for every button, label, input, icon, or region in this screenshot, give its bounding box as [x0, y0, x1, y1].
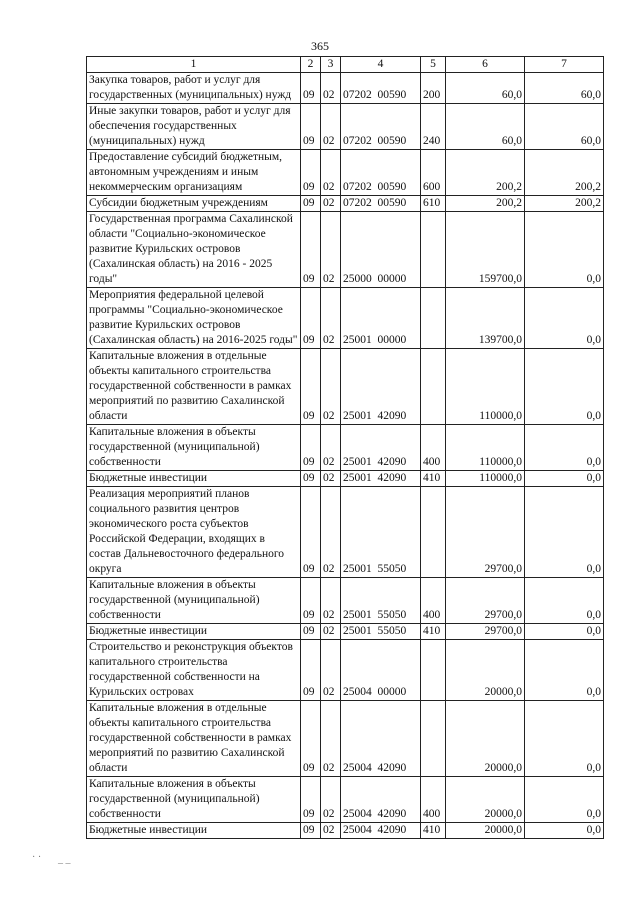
row-amount-col6-cell: 20000,0 — [446, 823, 525, 839]
row-amount-col6-cell: 139700,0 — [446, 288, 525, 349]
header-cell-5: 5 — [421, 57, 446, 73]
row-expense-type-cell — [421, 640, 446, 701]
row-amount-col7-cell: 0,0 — [525, 578, 604, 624]
row-amount-col7-cell: 200,2 — [525, 150, 604, 196]
row-subsection-cell: 02 — [321, 425, 341, 471]
page-number: 365 — [311, 39, 329, 53]
row-section-cell: 09 — [301, 104, 321, 150]
scan-mark: · · — [32, 852, 42, 863]
row-amount-col6-cell: 29700,0 — [446, 624, 525, 640]
row-expense-type-cell — [421, 288, 446, 349]
row-target-article-cell: 07202 00590 — [341, 104, 421, 150]
row-amount-col6-cell: 60,0 — [446, 73, 525, 104]
row-expense-type-cell: 400 — [421, 425, 446, 471]
row-target-article-cell: 07202 00590 — [341, 196, 421, 212]
row-expense-type-cell — [421, 212, 446, 288]
row-amount-col6-cell: 60,0 — [446, 104, 525, 150]
row-expense-type-cell — [421, 349, 446, 425]
row-subsection-cell: 02 — [321, 624, 341, 640]
row-section-cell: 09 — [301, 288, 321, 349]
row-amount-col6-cell: 200,2 — [446, 150, 525, 196]
row-section-cell: 09 — [301, 823, 321, 839]
table-row — [87, 212, 604, 288]
row-target-article-cell: 25001 55050 — [341, 578, 421, 624]
header-cell-3: 3 — [321, 57, 341, 73]
row-expense-type-cell: 240 — [421, 104, 446, 150]
header-cell-6: 6 — [446, 57, 525, 73]
row-amount-col6-cell: 110000,0 — [446, 471, 525, 487]
header-cell-1: 1 — [87, 57, 301, 73]
row-section-cell: 09 — [301, 349, 321, 425]
row-amount-col7-cell: 60,0 — [525, 73, 604, 104]
table-row — [87, 150, 604, 196]
row-subsection-cell: 02 — [321, 212, 341, 288]
row-name-cell: Капитальные вложения в отдельные объекты капитального строительства государственной собственности в рамках мероприятий по развитию Сахалинской области — [87, 349, 301, 425]
row-target-article-cell: 25001 55050 — [341, 487, 421, 578]
row-section-cell: 09 — [301, 150, 321, 196]
row-target-article-cell: 25000 00000 — [341, 212, 421, 288]
table-row — [87, 73, 604, 104]
scan-mark: – – — [58, 858, 71, 869]
row-amount-col6-cell: 110000,0 — [446, 425, 525, 471]
row-amount-col6-cell: 29700,0 — [446, 487, 525, 578]
row-target-article-cell: 25004 42090 — [341, 777, 421, 823]
row-amount-col7-cell: 0,0 — [525, 624, 604, 640]
row-target-article-cell: 25001 42090 — [341, 349, 421, 425]
row-subsection-cell: 02 — [321, 640, 341, 701]
row-section-cell: 09 — [301, 701, 321, 777]
row-subsection-cell: 02 — [321, 196, 341, 212]
row-amount-col6-cell: 200,2 — [446, 196, 525, 212]
row-amount-col7-cell: 0,0 — [525, 777, 604, 823]
row-name-cell: Капитальные вложения в объекты государственной (муниципальной) собственности — [87, 777, 301, 823]
row-section-cell: 09 — [301, 73, 321, 104]
row-section-cell: 09 — [301, 487, 321, 578]
table-row — [87, 640, 604, 701]
row-amount-col7-cell: 60,0 — [525, 104, 604, 150]
row-amount-col6-cell: 20000,0 — [446, 701, 525, 777]
row-section-cell: 09 — [301, 425, 321, 471]
table-row — [87, 196, 604, 212]
row-section-cell: 09 — [301, 777, 321, 823]
row-expense-type-cell: 600 — [421, 150, 446, 196]
row-expense-type-cell: 410 — [421, 624, 446, 640]
row-subsection-cell: 02 — [321, 487, 341, 578]
row-name-cell: Иные закупки товаров, работ и услуг для обеспечения государственных (муниципальных) нужд — [87, 104, 301, 150]
header-cell-4: 4 — [341, 57, 421, 73]
row-subsection-cell: 02 — [321, 777, 341, 823]
row-section-cell: 09 — [301, 578, 321, 624]
table-row — [87, 701, 604, 777]
row-name-cell: Субсидии бюджетным учреждениям — [87, 196, 301, 212]
table-row — [87, 288, 604, 349]
row-name-cell: Предоставление субсидий бюджетным, автономным учреждениям и иным некоммерческим организациям — [87, 150, 301, 196]
row-subsection-cell: 02 — [321, 823, 341, 839]
row-name-cell: Капитальные вложения в объекты государственной (муниципальной) собственности — [87, 425, 301, 471]
table-row — [87, 104, 604, 150]
row-amount-col7-cell: 0,0 — [525, 425, 604, 471]
row-name-cell: Строительство и реконструкция объектов капитального строительства государственной собственности на Курильских островах — [87, 640, 301, 701]
budget-table — [86, 56, 604, 839]
row-subsection-cell: 02 — [321, 150, 341, 196]
row-target-article-cell: 25004 42090 — [341, 701, 421, 777]
row-amount-col7-cell: 0,0 — [525, 212, 604, 288]
table-row — [87, 471, 604, 487]
row-section-cell: 09 — [301, 196, 321, 212]
table-row — [87, 624, 604, 640]
row-subsection-cell: 02 — [321, 104, 341, 150]
row-target-article-cell: 25001 42090 — [341, 471, 421, 487]
row-target-article-cell: 07202 00590 — [341, 73, 421, 104]
row-section-cell: 09 — [301, 624, 321, 640]
table-row — [87, 425, 604, 471]
row-name-cell: Капитальные вложения в объекты государственной (муниципальной) собственности — [87, 578, 301, 624]
table-row — [87, 777, 604, 823]
row-name-cell: Бюджетные инвестиции — [87, 624, 301, 640]
row-expense-type-cell: 200 — [421, 73, 446, 104]
row-target-article-cell: 25001 55050 — [341, 624, 421, 640]
row-subsection-cell: 02 — [321, 349, 341, 425]
row-name-cell: Реализация мероприятий планов социального развития центров экономического роста субъектов Российской Федерации, входящих в состав Дальневосточного федерального округа — [87, 487, 301, 578]
header-row — [87, 57, 604, 73]
row-subsection-cell: 02 — [321, 471, 341, 487]
row-expense-type-cell: 410 — [421, 823, 446, 839]
row-expense-type-cell — [421, 487, 446, 578]
table-row — [87, 349, 604, 425]
row-section-cell: 09 — [301, 212, 321, 288]
row-section-cell: 09 — [301, 640, 321, 701]
table-row — [87, 823, 604, 839]
row-section-cell: 09 — [301, 471, 321, 487]
row-name-cell: Капитальные вложения в отдельные объекты капитального строительства государственной собственности в рамках мероприятий по развитию Сахалинской области — [87, 701, 301, 777]
table-row — [87, 487, 604, 578]
row-amount-col7-cell: 0,0 — [525, 288, 604, 349]
row-name-cell: Закупка товаров, работ и услуг для государственных (муниципальных) нужд — [87, 73, 301, 104]
row-name-cell: Мероприятия федеральной целевой программы "Социально-экономическое развитие Курильских островов (Сахалинская область) на 2016-2025 годы" — [87, 288, 301, 349]
row-subsection-cell: 02 — [321, 288, 341, 349]
table-row — [87, 578, 604, 624]
row-amount-col7-cell: 200,2 — [525, 196, 604, 212]
row-subsection-cell: 02 — [321, 578, 341, 624]
row-expense-type-cell: 410 — [421, 471, 446, 487]
header-cell-7: 7 — [525, 57, 604, 73]
row-target-article-cell: 25001 00000 — [341, 288, 421, 349]
row-amount-col6-cell: 20000,0 — [446, 640, 525, 701]
row-amount-col6-cell: 20000,0 — [446, 777, 525, 823]
row-expense-type-cell: 400 — [421, 578, 446, 624]
table-body — [87, 73, 604, 839]
row-amount-col7-cell: 0,0 — [525, 349, 604, 425]
table-header — [87, 57, 604, 73]
header-cell-2: 2 — [301, 57, 321, 73]
row-target-article-cell: 07202 00590 — [341, 150, 421, 196]
row-subsection-cell: 02 — [321, 73, 341, 104]
row-amount-col7-cell: 0,0 — [525, 701, 604, 777]
row-target-article-cell: 25004 00000 — [341, 640, 421, 701]
row-target-article-cell: 25001 42090 — [341, 425, 421, 471]
row-expense-type-cell — [421, 701, 446, 777]
row-name-cell: Государственная программа Сахалинской области "Социально-экономическое развитие Курильских островов (Сахалинская область) на 2016 - 2025 годы" — [87, 212, 301, 288]
row-name-cell: Бюджетные инвестиции — [87, 823, 301, 839]
row-amount-col6-cell: 29700,0 — [446, 578, 525, 624]
row-amount-col6-cell: 110000,0 — [446, 349, 525, 425]
row-expense-type-cell: 400 — [421, 777, 446, 823]
row-amount-col7-cell: 0,0 — [525, 487, 604, 578]
row-target-article-cell: 25004 42090 — [341, 823, 421, 839]
row-amount-col7-cell: 0,0 — [525, 471, 604, 487]
row-expense-type-cell: 610 — [421, 196, 446, 212]
row-amount-col7-cell: 0,0 — [525, 640, 604, 701]
row-name-cell: Бюджетные инвестиции — [87, 471, 301, 487]
row-amount-col7-cell: 0,0 — [525, 823, 604, 839]
row-subsection-cell: 02 — [321, 701, 341, 777]
row-amount-col6-cell: 159700,0 — [446, 212, 525, 288]
